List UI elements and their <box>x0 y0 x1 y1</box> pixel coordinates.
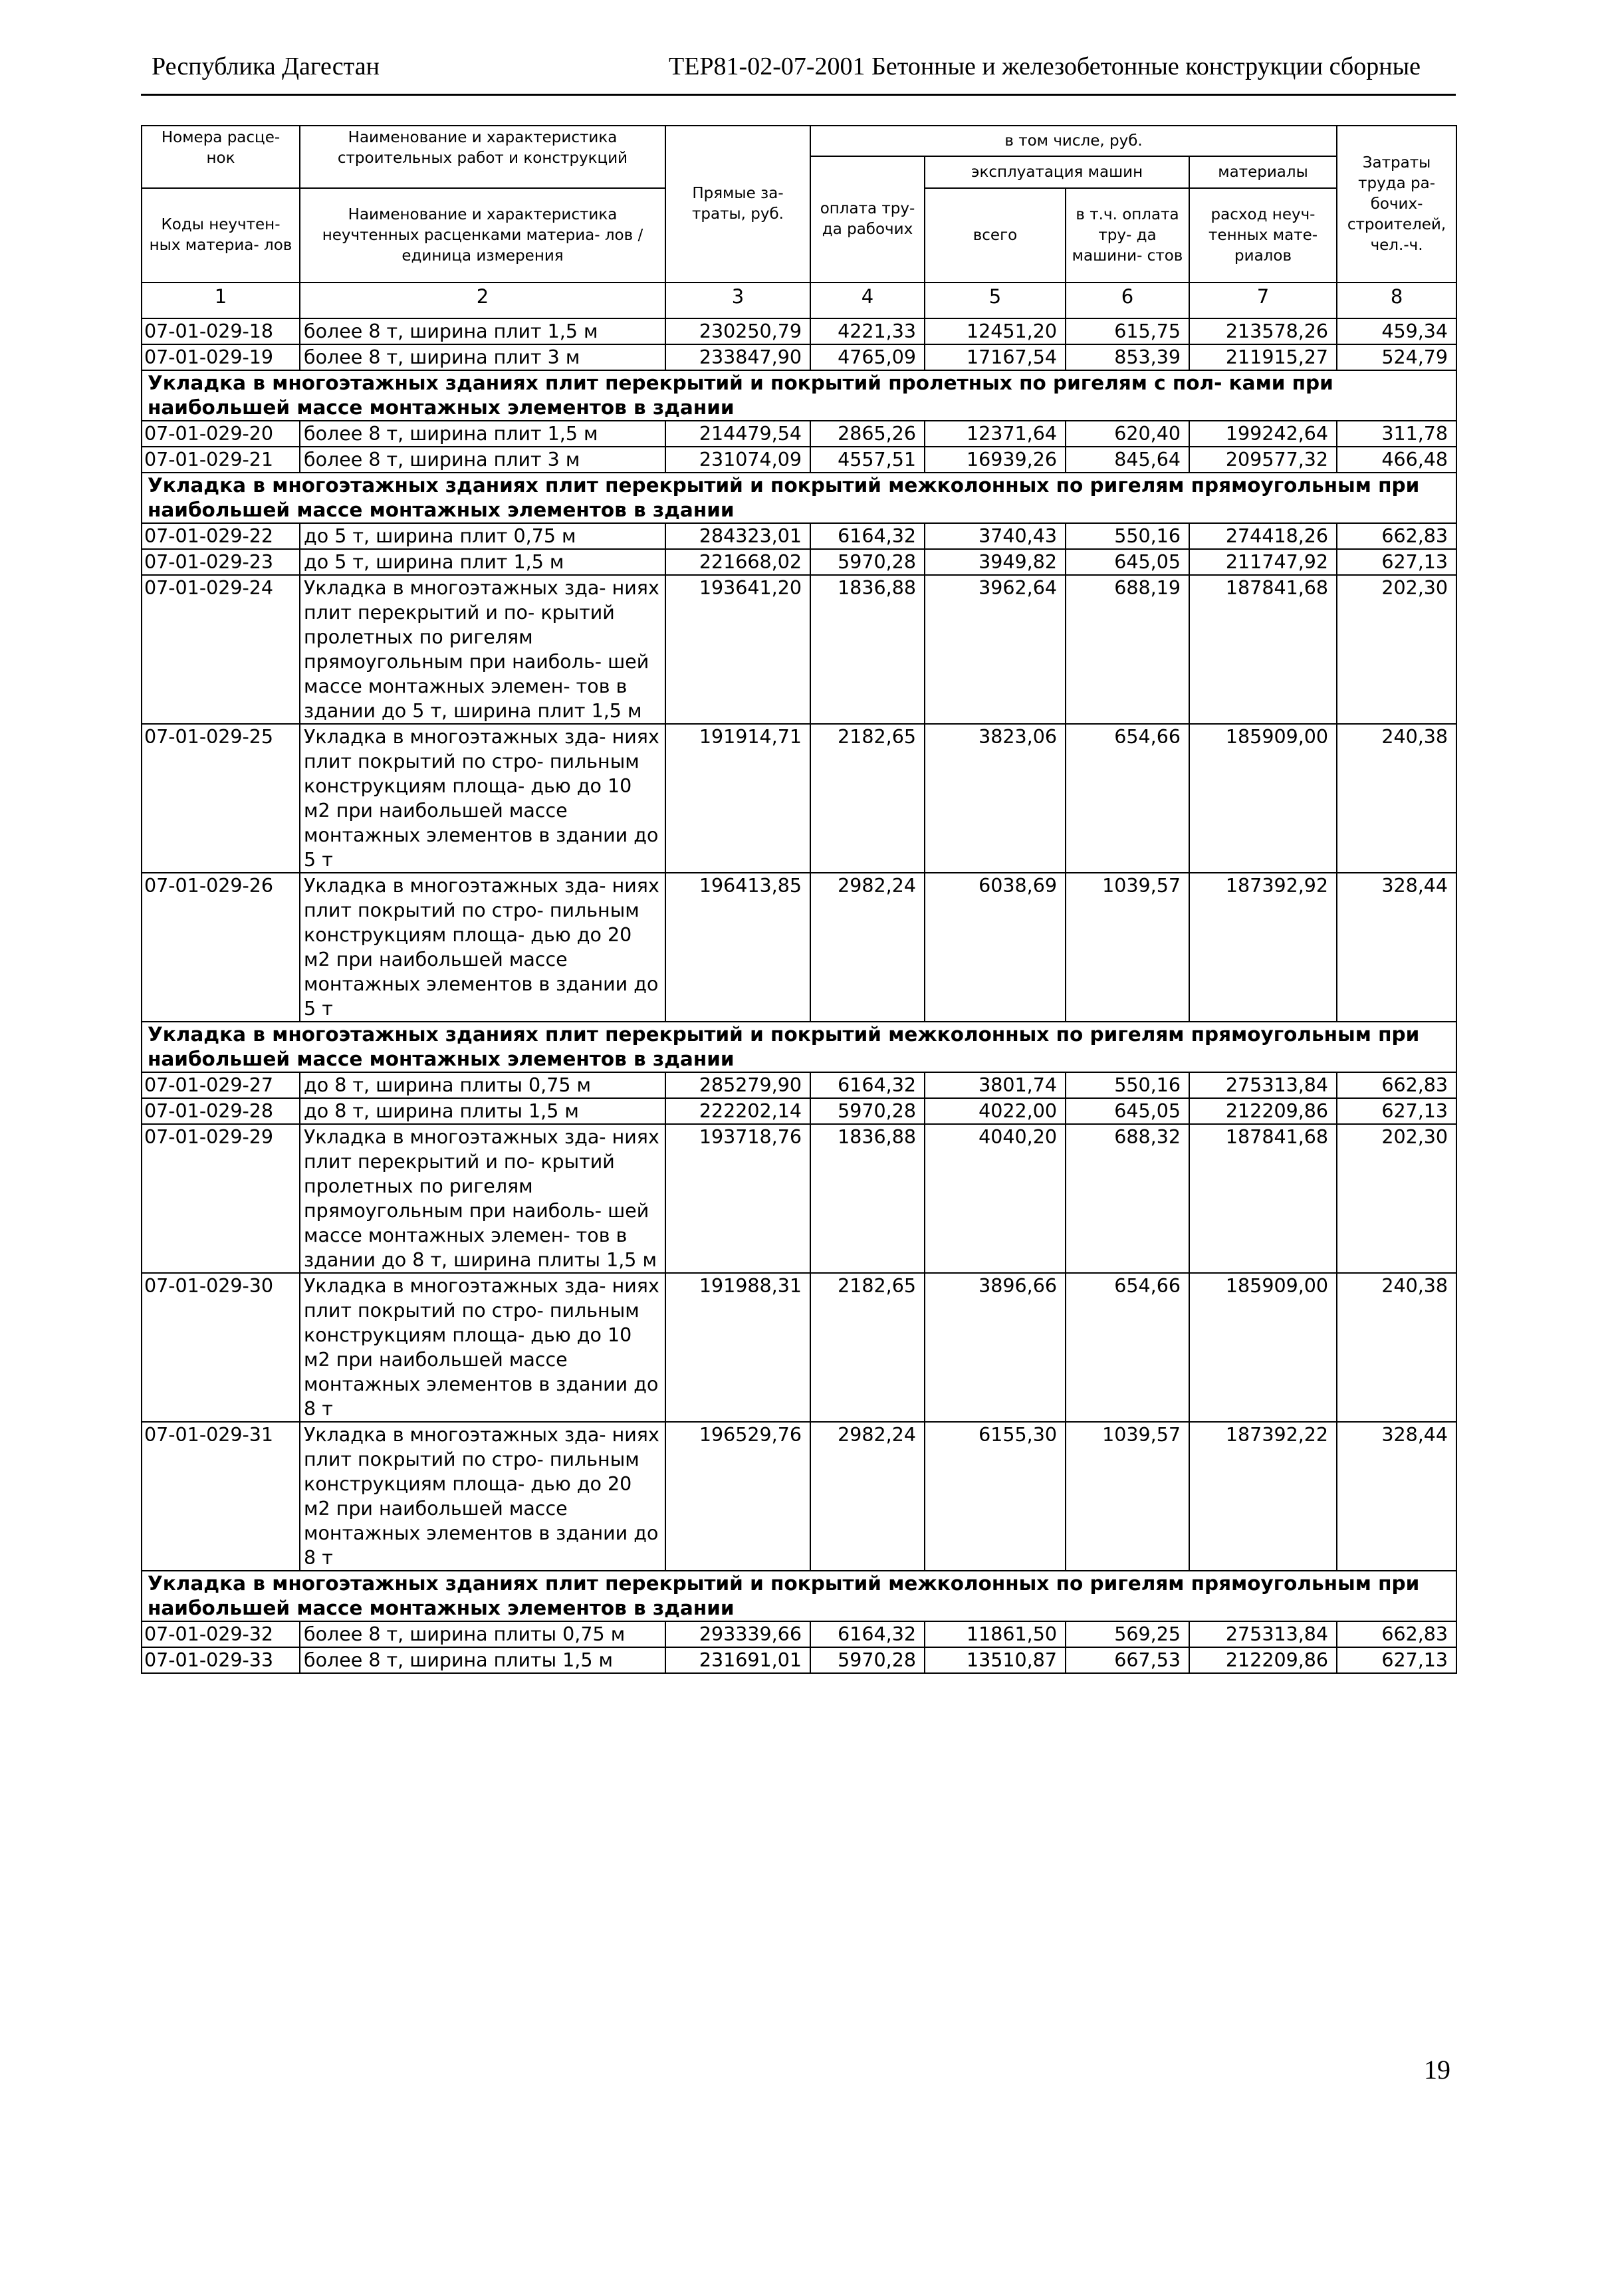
table-row <box>142 318 1456 344</box>
wages-cell: 5970,28 <box>810 1647 925 1673</box>
machines-total-cell: 4022,00 <box>925 1098 1066 1124</box>
wages-cell: 2182,65 <box>810 1273 925 1422</box>
running-header-region: Республика Дагестан <box>152 53 380 80</box>
machinist-wages-cell: 654,66 <box>1066 1273 1189 1422</box>
table-row <box>142 1422 1456 1571</box>
wages-cell: 2182,65 <box>810 724 925 873</box>
labor-cell: 240,38 <box>1337 724 1456 873</box>
work-name-cell: более 8 т, ширина плит 1,5 м <box>300 421 665 447</box>
work-name-cell: более 8 т, ширина плиты 1,5 м <box>300 1647 665 1673</box>
table-row <box>142 1647 1456 1673</box>
wages-cell: 4557,51 <box>810 447 925 473</box>
col-header-machinist-wages: в т.ч. оплата тру- да машини- стов <box>1066 188 1189 283</box>
direct-costs-cell: 231691,01 <box>665 1647 810 1673</box>
wages-cell: 6164,32 <box>810 1072 925 1098</box>
machines-total-cell: 3896,66 <box>925 1273 1066 1422</box>
machines-total-cell: 16939,26 <box>925 447 1066 473</box>
rate-code-cell: 07-01-029-28 <box>142 1098 300 1124</box>
direct-costs-cell: 222202,14 <box>665 1098 810 1124</box>
work-name-cell: до 5 т, ширина плит 1,5 м <box>300 549 665 575</box>
rates-table <box>141 125 1457 1674</box>
materials-cell: 187841,68 <box>1189 575 1337 724</box>
labor-cell: 311,78 <box>1337 421 1456 447</box>
rate-code-cell: 07-01-029-31 <box>142 1422 300 1571</box>
materials-cell: 187392,22 <box>1189 1422 1337 1571</box>
labor-cell: 240,38 <box>1337 1273 1456 1422</box>
rate-code-cell: 07-01-029-24 <box>142 575 300 724</box>
column-number: 5 <box>925 283 1066 318</box>
machinist-wages-cell: 845,64 <box>1066 447 1189 473</box>
col-header-wages: оплата тру- да рабочих <box>810 156 925 283</box>
direct-costs-cell: 231074,09 <box>665 447 810 473</box>
machines-total-cell: 6155,30 <box>925 1422 1066 1571</box>
wages-cell: 2865,26 <box>810 421 925 447</box>
machines-total-cell: 3962,64 <box>925 575 1066 724</box>
table-row <box>142 724 1456 873</box>
machinist-wages-cell: 620,40 <box>1066 421 1189 447</box>
labor-cell: 328,44 <box>1337 1422 1456 1571</box>
materials-cell: 274418,26 <box>1189 523 1337 549</box>
rate-code-cell: 07-01-029-23 <box>142 549 300 575</box>
table-row <box>142 1098 1456 1124</box>
work-name-cell: до 5 т, ширина плит 0,75 м <box>300 523 665 549</box>
machinist-wages-cell: 688,19 <box>1066 575 1189 724</box>
col-header-labor-costs: Затраты труда ра- бочих- строителей, чел.-ч. <box>1337 126 1456 283</box>
machines-total-cell: 6038,69 <box>925 873 1066 1022</box>
rate-code-cell: 07-01-029-20 <box>142 421 300 447</box>
labor-cell: 459,34 <box>1337 318 1456 344</box>
table-row <box>142 873 1456 1022</box>
table-row <box>142 523 1456 549</box>
materials-cell: 212209,86 <box>1189 1098 1337 1124</box>
direct-costs-cell: 284323,01 <box>665 523 810 549</box>
rate-code-cell: 07-01-029-21 <box>142 447 300 473</box>
machines-total-cell: 3949,82 <box>925 549 1066 575</box>
work-name-cell: Укладка в многоэтажных зда- ниях плит перекрытий и по- крытий пролетных по ригелям прямоугольным при наиболь- шей массе монтажных элемен- тов в здании до 5 т, ширина плит 1,5 м <box>300 575 665 724</box>
machines-total-cell: 11861,50 <box>925 1621 1066 1647</box>
materials-cell: 185909,00 <box>1189 724 1337 873</box>
wages-cell: 5970,28 <box>810 1098 925 1124</box>
machinist-wages-cell: 1039,57 <box>1066 1422 1189 1571</box>
machinist-wages-cell: 645,05 <box>1066 1098 1189 1124</box>
direct-costs-cell: 293339,66 <box>665 1621 810 1647</box>
materials-cell: 212209,86 <box>1189 1647 1337 1673</box>
wages-cell: 6164,32 <box>810 1621 925 1647</box>
machinist-wages-cell: 688,32 <box>1066 1124 1189 1273</box>
direct-costs-cell: 230250,79 <box>665 318 810 344</box>
materials-cell: 275313,84 <box>1189 1621 1337 1647</box>
machines-total-cell: 3801,74 <box>925 1072 1066 1098</box>
col-header-machines-total: всего <box>925 188 1066 283</box>
rate-code-cell: 07-01-029-22 <box>142 523 300 549</box>
wages-cell: 1836,88 <box>810 575 925 724</box>
work-name-cell: до 8 т, ширина плиты 1,5 м <box>300 1098 665 1124</box>
rate-code-cell: 07-01-029-27 <box>142 1072 300 1098</box>
labor-cell: 627,13 <box>1337 1647 1456 1673</box>
col-header-rate-numbers: Номера расце- нок <box>142 126 300 188</box>
rate-code-cell: 07-01-029-26 <box>142 873 300 1022</box>
direct-costs-cell: 191988,31 <box>665 1273 810 1422</box>
materials-cell: 199242,64 <box>1189 421 1337 447</box>
rate-code-cell: 07-01-029-19 <box>142 344 300 370</box>
machines-total-cell: 3823,06 <box>925 724 1066 873</box>
labor-cell: 524,79 <box>1337 344 1456 370</box>
col-header-materials: материалы <box>1189 156 1337 188</box>
table-row <box>142 1072 1456 1098</box>
machinist-wages-cell: 615,75 <box>1066 318 1189 344</box>
materials-cell: 209577,32 <box>1189 447 1337 473</box>
wages-cell: 2982,24 <box>810 873 925 1022</box>
rate-code-cell: 07-01-029-25 <box>142 724 300 873</box>
wages-cell: 5970,28 <box>810 549 925 575</box>
table-row <box>142 1621 1456 1647</box>
work-name-cell: более 8 т, ширина плиты 0,75 м <box>300 1621 665 1647</box>
section-heading-row <box>142 473 1456 523</box>
machinist-wages-cell: 645,05 <box>1066 549 1189 575</box>
running-header-document-title: ТЕР81-02-07-2001 Бетонные и железобетонные конструкции сборные <box>669 53 1421 80</box>
col-header-machines: эксплуатация машин <box>925 156 1189 188</box>
table-row <box>142 421 1456 447</box>
machinist-wages-cell: 654,66 <box>1066 724 1189 873</box>
column-number: 7 <box>1189 283 1337 318</box>
labor-cell: 662,83 <box>1337 1072 1456 1098</box>
work-name-cell: Укладка в многоэтажных зда- ниях плит покрытий по стро- пильным конструкциям площа- дью до 20 м2 при наибольшей массе монтажных элементов в здании до 8 т <box>300 1422 665 1571</box>
direct-costs-cell: 191914,71 <box>665 724 810 873</box>
materials-cell: 187392,92 <box>1189 873 1337 1022</box>
section-heading-row <box>142 1022 1456 1072</box>
direct-costs-cell: 285279,90 <box>665 1072 810 1098</box>
machines-total-cell: 4040,20 <box>925 1124 1066 1273</box>
materials-cell: 211915,27 <box>1189 344 1337 370</box>
section-heading: Укладка в многоэтажных зданиях плит перекрытий и покрытий межколонных по ригелям прямоугольным при наибольшей массе монтажных элементов в здании <box>142 473 1456 523</box>
col-header-material-name: Наименование и характеристика неучтенных расценками материа- лов / единица измерения <box>300 188 665 283</box>
table-row <box>142 549 1456 575</box>
labor-cell: 202,30 <box>1337 575 1456 724</box>
labor-cell: 627,13 <box>1337 549 1456 575</box>
wages-cell: 2982,24 <box>810 1422 925 1571</box>
machinist-wages-cell: 667,53 <box>1066 1647 1189 1673</box>
wages-cell: 4765,09 <box>810 344 925 370</box>
work-name-cell: Укладка в многоэтажных зда- ниях плит покрытий по стро- пильным конструкциям площа- дью до 10 м2 при наибольшей массе монтажных элементов в здании до 8 т <box>300 1273 665 1422</box>
direct-costs-cell: 196413,85 <box>665 873 810 1022</box>
column-number: 1 <box>142 283 300 318</box>
rate-code-cell: 07-01-029-32 <box>142 1621 300 1647</box>
work-name-cell: более 8 т, ширина плит 3 м <box>300 447 665 473</box>
materials-cell: 211747,92 <box>1189 549 1337 575</box>
work-name-cell: более 8 т, ширина плит 3 м <box>300 344 665 370</box>
column-number: 8 <box>1337 283 1456 318</box>
rate-code-cell: 07-01-029-18 <box>142 318 300 344</box>
work-name-cell: Укладка в многоэтажных зда- ниях плит покрытий по стро- пильным конструкциям площа- дью до 20 м2 при наибольшей массе монтажных элементов в здании до 5 т <box>300 873 665 1022</box>
section-heading-row <box>142 1571 1456 1621</box>
table-row <box>142 1273 1456 1422</box>
machinist-wages-cell: 853,39 <box>1066 344 1189 370</box>
machines-total-cell: 12451,20 <box>925 318 1066 344</box>
machinist-wages-cell: 569,25 <box>1066 1621 1189 1647</box>
rate-code-cell: 07-01-029-30 <box>142 1273 300 1422</box>
machinist-wages-cell: 550,16 <box>1066 1072 1189 1098</box>
machinist-wages-cell: 550,16 <box>1066 523 1189 549</box>
labor-cell: 328,44 <box>1337 873 1456 1022</box>
column-number: 4 <box>810 283 925 318</box>
materials-cell: 187841,68 <box>1189 1124 1337 1273</box>
direct-costs-cell: 193641,20 <box>665 575 810 724</box>
rate-code-cell: 07-01-029-29 <box>142 1124 300 1273</box>
materials-cell: 275313,84 <box>1189 1072 1337 1098</box>
machines-total-cell: 17167,54 <box>925 344 1066 370</box>
direct-costs-cell: 214479,54 <box>665 421 810 447</box>
work-name-cell: до 8 т, ширина плиты 0,75 м <box>300 1072 665 1098</box>
rate-code-cell: 07-01-029-33 <box>142 1647 300 1673</box>
column-number: 3 <box>665 283 810 318</box>
section-heading: Укладка в многоэтажных зданиях плит перекрытий и покрытий пролетных по ригелям с пол- ками при наибольшей массе монтажных элементов в здании <box>142 370 1456 421</box>
materials-cell: 213578,26 <box>1189 318 1337 344</box>
page-number: 19 <box>1424 2055 1450 2085</box>
col-header-material-codes: Коды неучтен- ных материа- лов <box>142 188 300 283</box>
direct-costs-cell: 233847,90 <box>665 344 810 370</box>
labor-cell: 466,48 <box>1337 447 1456 473</box>
column-number: 2 <box>300 283 665 318</box>
col-header-including: в том числе, руб. <box>810 126 1337 156</box>
machines-total-cell: 12371,64 <box>925 421 1066 447</box>
header-rule <box>141 94 1456 96</box>
machinist-wages-cell: 1039,57 <box>1066 873 1189 1022</box>
table-row <box>142 344 1456 370</box>
direct-costs-cell: 196529,76 <box>665 1422 810 1571</box>
wages-cell: 1836,88 <box>810 1124 925 1273</box>
table-row <box>142 1124 1456 1273</box>
col-header-direct-costs: Прямые за- траты, руб. <box>665 126 810 283</box>
materials-cell: 185909,00 <box>1189 1273 1337 1422</box>
labor-cell: 662,83 <box>1337 1621 1456 1647</box>
section-heading: Укладка в многоэтажных зданиях плит перекрытий и покрытий межколонных по ригелям прямоугольным при наибольшей массе монтажных элементов в здании <box>142 1022 1456 1072</box>
labor-cell: 662,83 <box>1337 523 1456 549</box>
column-number: 6 <box>1066 283 1189 318</box>
wages-cell: 6164,32 <box>810 523 925 549</box>
direct-costs-cell: 221668,02 <box>665 549 810 575</box>
work-name-cell: Укладка в многоэтажных зда- ниях плит перекрытий и по- крытий пролетных по ригелям прямоугольным при наиболь- шей массе монтажных элемен- тов в здании до 8 т, ширина плиты 1,5 м <box>300 1124 665 1273</box>
table-row <box>142 447 1456 473</box>
wages-cell: 4221,33 <box>810 318 925 344</box>
col-header-unaccounted-materials: расход неуч- тенных мате- риалов <box>1189 188 1337 283</box>
section-heading: Укладка в многоэтажных зданиях плит перекрытий и покрытий межколонных по ригелям прямоугольным при наибольшей массе монтажных элементов в здании <box>142 1571 1456 1621</box>
direct-costs-cell: 193718,76 <box>665 1124 810 1273</box>
work-name-cell: более 8 т, ширина плит 1,5 м <box>300 318 665 344</box>
labor-cell: 202,30 <box>1337 1124 1456 1273</box>
section-heading-row <box>142 370 1456 421</box>
labor-cell: 627,13 <box>1337 1098 1456 1124</box>
table-row <box>142 575 1456 724</box>
machines-total-cell: 3740,43 <box>925 523 1066 549</box>
machines-total-cell: 13510,87 <box>925 1647 1066 1673</box>
work-name-cell: Укладка в многоэтажных зда- ниях плит покрытий по стро- пильным конструкциям площа- дью до 10 м2 при наибольшей массе монтажных элементов в здании до 5 т <box>300 724 665 873</box>
col-header-work-name: Наименование и характеристика строительных работ и конструкций <box>300 126 665 188</box>
